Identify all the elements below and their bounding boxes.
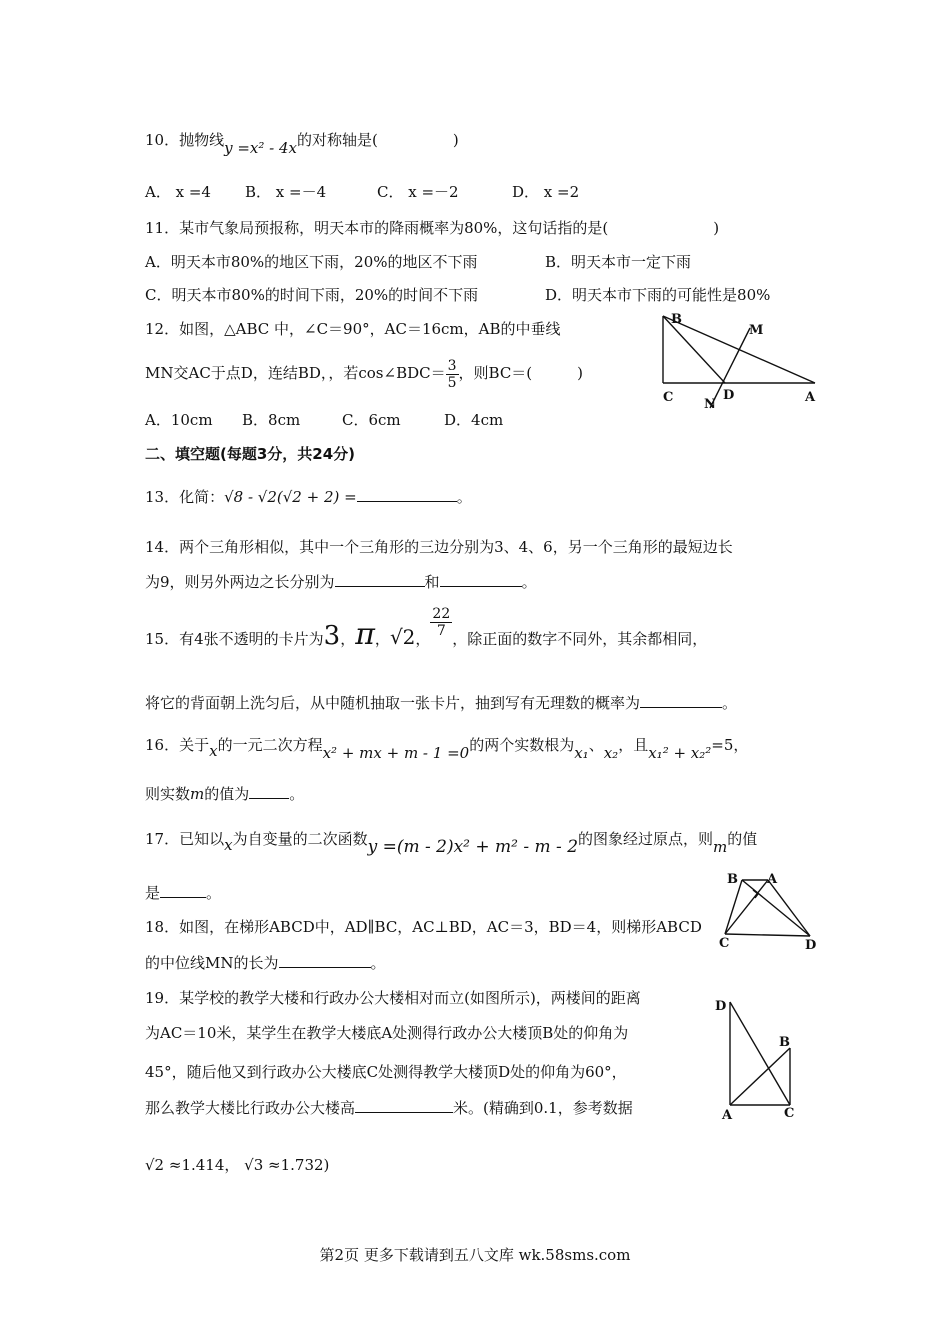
q18-label-a: A xyxy=(767,872,778,887)
q18-label-b: B xyxy=(727,872,738,887)
q14-answer-blank-2 xyxy=(440,572,522,587)
q18-label-c: C xyxy=(719,936,730,951)
q12-triangle-figure xyxy=(655,308,830,413)
q10-equation: y =x² - 4x xyxy=(224,139,297,157)
q19-buildings-figure xyxy=(712,990,812,1125)
q13-expression: √8 - √2(√2 + 2) = xyxy=(224,488,357,506)
q16-equation: x² + mx + m - 1 =0 xyxy=(322,744,470,762)
q15-line1: 15．有4张不透明的卡片为3，π，√2， $\frac{22}{7}$ ，除正面的数字不同外，其余都相同， xyxy=(145,605,708,652)
q15-line2: 将它的背面朝上洗匀后，从中随机抽取一张卡片，抽到写有无理数的概率为 。 xyxy=(145,694,738,712)
q18-answer-blank xyxy=(279,953,371,968)
q14-line1: 14．两个三角形相似，其中一个三角形的三边分别为3、4、6，另一个三角形的最短边长 xyxy=(145,538,733,556)
section2-heading: 二、填空题(每题3分，共24分) xyxy=(145,445,356,463)
q19-line1: 19．某学校的教学大楼和行政办公大楼相对而立(如图所示)，两楼间的距离 xyxy=(145,989,641,1007)
q15-card-3: 3 xyxy=(323,621,341,651)
q12-options xyxy=(145,410,503,430)
q10-options xyxy=(145,182,579,202)
q10-option-d: D． x =2 xyxy=(512,183,580,201)
q12-line1: 12．如图，△ABC 中，∠C＝90°，AC＝16cm，AB的中垂线 xyxy=(145,320,561,338)
q19-label-d: D xyxy=(715,999,727,1014)
q12-option-d: D．4cm xyxy=(444,411,504,429)
q18-trapezoid-figure xyxy=(715,868,825,953)
q19-label-a: A xyxy=(722,1108,733,1123)
q10-option-a: A． x =4 xyxy=(145,183,211,201)
q10-option-c: C． x =－2 xyxy=(377,183,459,201)
q18-line1: 18．如图，在梯形ABCD中，AD∥BC，AC⊥BD，AC＝3，BD＝4，则梯形ABCD xyxy=(145,918,702,936)
q12-option-a: A．10cm xyxy=(145,411,213,429)
q17-answer-blank xyxy=(160,883,206,898)
q12-label-n: N xyxy=(704,397,716,412)
q11-options-row1 xyxy=(145,252,691,272)
q12-label-c: C xyxy=(663,390,674,405)
q15-card-pi: π xyxy=(355,617,375,652)
q17-equation: y =(m - 2)x² + m² - m - 2 xyxy=(367,837,579,857)
q13-answer-blank xyxy=(357,487,457,502)
q11-stem: 11．某市气象局预报称，明天本市的降雨概率为80%，这句话指的是( ) xyxy=(145,219,720,237)
q11-option-a: A．明天本市80%的地区下雨，20%的地区不下雨 xyxy=(145,253,478,271)
q19-line4: 那么教学大楼比行政办公大楼高 米。(精确到0.1，参考数据 xyxy=(145,1099,633,1117)
q12-line2: MN交AC于点D，连结BD，，若cos∠BDC＝ $\frac{3}{5}$ ，则BC＝( ) xyxy=(145,357,584,391)
q15-card-sqrt2: √2 xyxy=(389,625,416,649)
q15-answer-blank xyxy=(640,693,722,708)
q13-line: 13．化简：√8 - √2(√2 + 2) = 。 xyxy=(145,488,472,506)
q16-line2: 则实数m的值为 。 xyxy=(145,785,305,803)
q16-line1: 16．关于x的一元二次方程x² + mx + m - 1 =0的两个实数根为x₁、x₂，且x₁² + x₂²=5， xyxy=(145,736,749,762)
q11-option-c: C．明天本市80%的时间下雨，20%的时间不下雨 xyxy=(145,286,479,304)
q11-option-d: D．明天本市下雨的可能性是80% xyxy=(545,286,771,304)
q19-line3: 45°，随后他又到行政办公大楼底C处测得教学大楼顶D处的仰角为60°， xyxy=(145,1063,627,1081)
page-footer: 第2页 更多下载请到五八文库 wk.58sms.com xyxy=(319,1246,631,1264)
q12-label-d: D xyxy=(723,388,735,403)
q11-options-row2 xyxy=(145,285,770,305)
q12-option-b: B．8cm xyxy=(242,411,301,429)
q18-label-d: D xyxy=(805,938,817,953)
q12-label-a: A xyxy=(805,390,816,405)
q17-line1: 17．已知以x为自变量的二次函数y =(m - 2)x² + m² - m - 2的图象经过原点，则m的值 xyxy=(145,830,758,857)
q12-label-b: B xyxy=(671,312,682,327)
q10-stem: 10．抛物线y =x² - 4x的对称轴是( ) xyxy=(145,131,459,157)
q15-card-fraction: $\frac{22}{7}$ xyxy=(432,605,451,639)
q16-answer-blank xyxy=(249,784,289,799)
q19-label-c: C xyxy=(784,1106,795,1121)
q12-fraction: $\frac{3}{5}$ xyxy=(447,357,457,391)
q12-label-m: M xyxy=(749,323,764,338)
q19-line5: √2 ≈1.414， √3 ≈1.732) xyxy=(145,1156,330,1174)
q11-option-b: B．明天本市一定下雨 xyxy=(545,253,692,271)
q10-option-b: B． x =－4 xyxy=(245,183,327,201)
q19-answer-blank xyxy=(355,1098,453,1113)
q19-label-b: B xyxy=(779,1035,790,1050)
q16-sum: x₁² + x₂² xyxy=(648,744,712,762)
q14-line2: 为9，则另外两边之长分别为 和 。 xyxy=(145,573,537,591)
q14-answer-blank-1 xyxy=(335,572,425,587)
q12-option-c: C．6cm xyxy=(342,411,401,429)
q17-line2: 是 。 xyxy=(145,884,222,902)
q19-line2: 为AC＝10米，某学生在教学大楼底A处测得行政办公大楼顶B处的仰角为 xyxy=(145,1024,629,1042)
q18-line2: 的中位线MN的长为 。 xyxy=(145,954,386,972)
